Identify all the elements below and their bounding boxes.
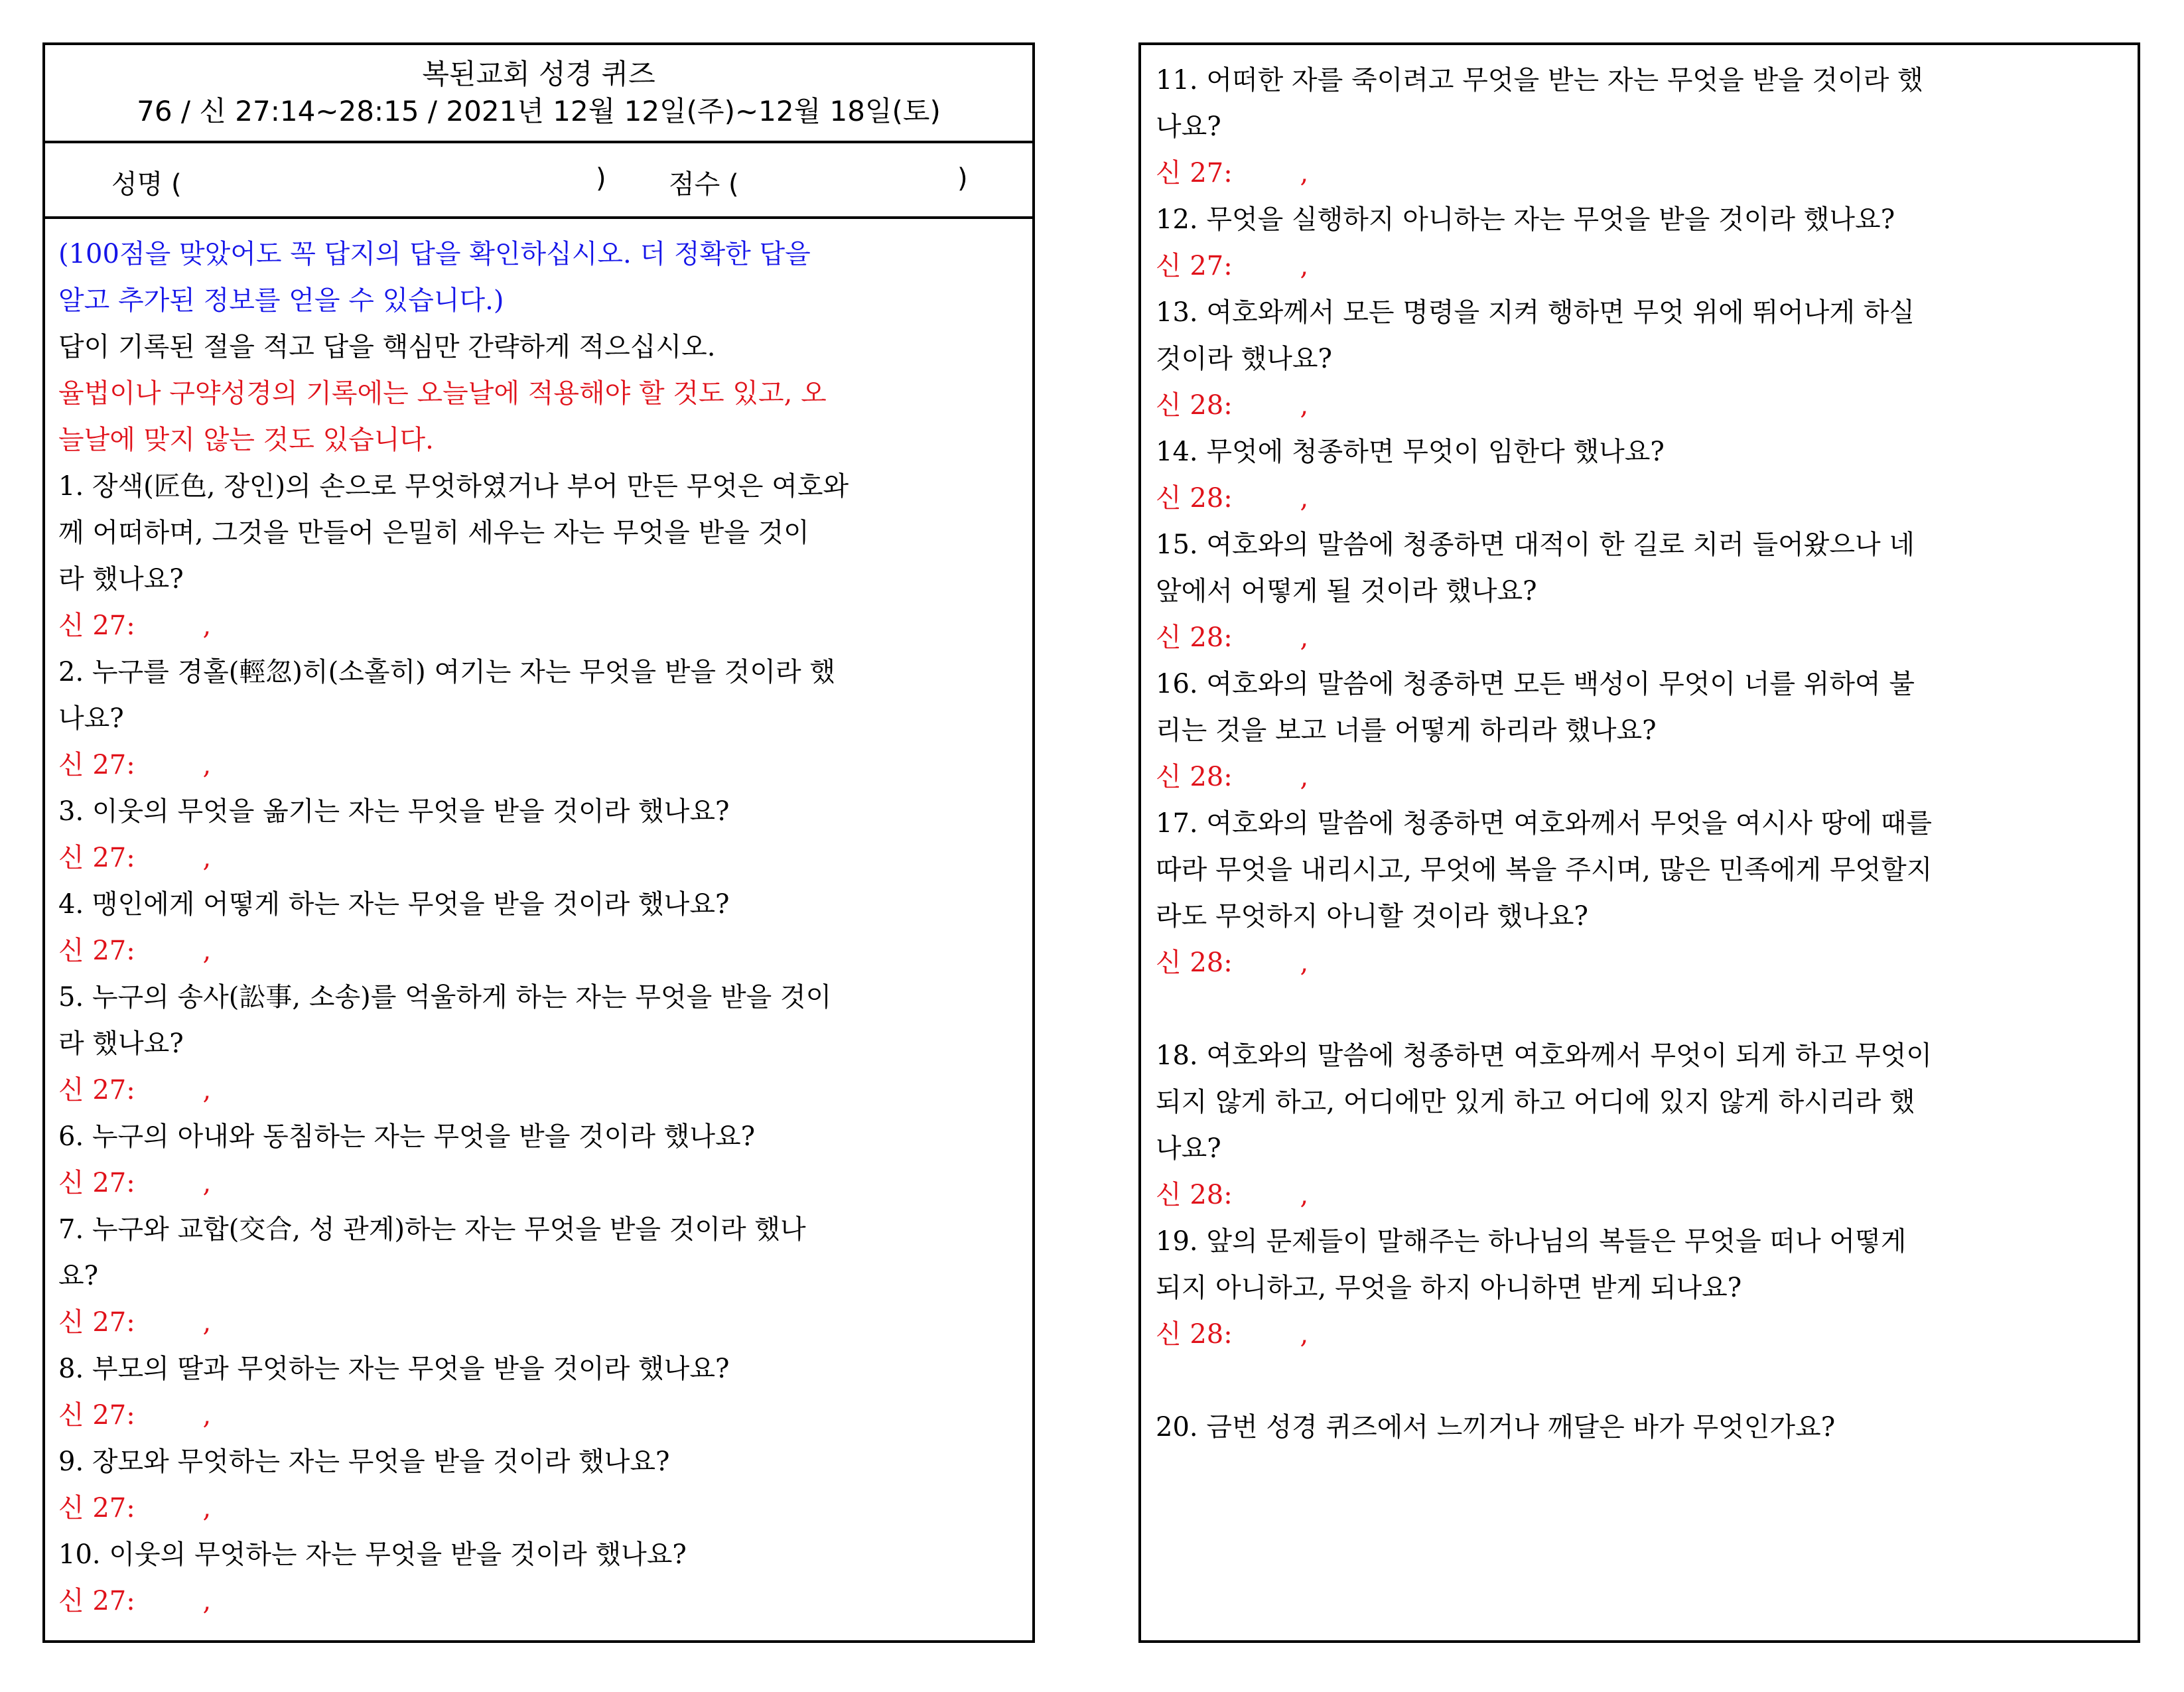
question-text: 앞에서 어떻게 될 것이라 했나요? xyxy=(1156,576,1537,606)
question-item xyxy=(58,881,1019,974)
question-text: 19. 앞의 문제들이 말해주는 하나님의 복들은 무엇을 떠나 어떻게 xyxy=(1156,1226,1907,1257)
right-body xyxy=(1141,45,2138,1450)
question-item xyxy=(1156,800,2123,986)
question-text: 16. 여호와의 말씀에 청종하면 모든 백성이 무엇이 너를 위하여 불 xyxy=(1156,669,1915,699)
answer-reference[interactable]: 신 27: , xyxy=(58,1075,212,1105)
question-item xyxy=(58,649,1019,788)
question-item xyxy=(1156,1032,2123,1218)
question-text: 나요? xyxy=(58,703,124,734)
question-text: 1. 장색(匠色, 장인)의 손으로 무엇하였거나 부어 만든 무엇은 여호와 xyxy=(58,471,849,502)
question-item xyxy=(58,1206,1019,1346)
question-text: 되지 않게 하고, 어디에만 있게 하고 어디에 있지 않게 하시리라 했 xyxy=(1156,1087,1915,1117)
answer-reference[interactable]: 신 27: , xyxy=(58,1400,212,1431)
answer-reference[interactable]: 신 28: , xyxy=(1156,1319,1309,1350)
answer-reference[interactable]: 신 27: , xyxy=(58,1168,212,1198)
question-text: 9. 장모와 무엇하는 자는 무엇을 받을 것이라 했나요? xyxy=(58,1446,670,1477)
answer-reference[interactable]: 신 28: , xyxy=(1156,390,1309,421)
question-text: 리는 것을 보고 너를 어떻게 하리라 했나요? xyxy=(1156,715,1657,746)
question-item xyxy=(1156,429,2123,522)
answer-reference[interactable]: 신 28: , xyxy=(1156,483,1309,514)
question-text: 나요? xyxy=(1156,1133,1221,1164)
question-item xyxy=(1156,289,2123,429)
answer-reference[interactable]: 신 27: , xyxy=(1156,158,1309,188)
quiz-header xyxy=(45,45,1032,143)
question-text: 5. 누구의 송사(訟事, 소송)를 억울하게 하는 자는 무엇을 받을 것이 xyxy=(58,982,832,1013)
score-label: 점수 ( xyxy=(669,169,739,200)
notice-red-line: 늘날에 맞지 않는 것도 있습니다. xyxy=(58,425,434,455)
answer-reference[interactable]: 신 27: , xyxy=(58,843,212,873)
question-item xyxy=(58,1346,1019,1439)
question-text: 4. 맹인에게 어떻게 하는 자는 무엇을 받을 것이라 했나요? xyxy=(58,889,730,920)
answer-reference[interactable]: 신 27: , xyxy=(58,1586,212,1616)
question-item xyxy=(58,463,1019,649)
spacer xyxy=(1156,1358,2123,1404)
spacer xyxy=(1156,986,2123,1032)
question-text: 것이라 했나요? xyxy=(1156,344,1332,374)
question-text: 3. 이웃의 무엇을 옮기는 자는 무엇을 받을 것이라 했나요? xyxy=(58,796,730,827)
question-text: 13. 여호와께서 모든 명령을 지켜 행하면 무엇 위에 뛰어나게 하실 xyxy=(1156,297,1915,328)
score-close: ) xyxy=(957,163,968,194)
right-quiz-panel xyxy=(1138,42,2140,1643)
notice-blue-line: (100점을 맞았어도 꼭 답지의 답을 확인하십시오. 더 정확한 답을 xyxy=(58,239,811,269)
question-text: 라 했나요? xyxy=(58,564,184,595)
question-item xyxy=(58,788,1019,881)
answer-reference[interactable]: 신 27: , xyxy=(58,1493,212,1523)
name-score-row xyxy=(45,143,1032,219)
question-text: 나요? xyxy=(1156,111,1221,142)
answer-reference[interactable]: 신 28: , xyxy=(1156,622,1309,653)
right-question-list xyxy=(1156,57,2123,1450)
question-item xyxy=(1156,661,2123,800)
question-text: 8. 부모의 딸과 무엇하는 자는 무엇을 받을 것이라 했나요? xyxy=(58,1354,730,1384)
notice-blue-line: 알고 추가된 정보를 얻을 수 있습니다.) xyxy=(58,285,504,316)
question-text: 따라 무엇을 내리시고, 무엇에 복을 주시며, 많은 민족에게 무엇할지 xyxy=(1156,855,1933,885)
answer-reference[interactable]: 신 28: , xyxy=(1156,948,1309,978)
question-text: 10. 이웃의 무엇하는 자는 무엇을 받을 것이라 했나요? xyxy=(58,1539,687,1570)
question-item xyxy=(1156,1404,2123,1450)
question-text: 라 했나요? xyxy=(58,1028,184,1059)
question-text: 20. 금번 성경 퀴즈에서 느끼거나 깨달은 바가 무엇인가요? xyxy=(1156,1412,1836,1443)
question-item xyxy=(1156,1218,2123,1358)
question-text: 되지 아니하고, 무엇을 하지 아니하면 받게 되나요? xyxy=(1156,1273,1742,1303)
question-text: 14. 무엇에 청종하면 무엇이 임한다 했나요? xyxy=(1156,437,1665,467)
question-text: 요? xyxy=(58,1261,99,1291)
left-question-list xyxy=(58,463,1019,1624)
question-item xyxy=(1156,522,2123,661)
question-text: 6. 누구의 아내와 동침하는 자는 무엇을 받을 것이라 했나요? xyxy=(58,1121,756,1152)
question-item xyxy=(58,1439,1019,1531)
question-text: 12. 무엇을 실행하지 아니하는 자는 무엇을 받을 것이라 했나요? xyxy=(1156,204,1895,235)
answer-reference[interactable]: 신 28: , xyxy=(1156,1180,1309,1210)
left-body xyxy=(45,219,1032,1624)
quiz-title: 복된교회 성경 퀴즈 xyxy=(422,58,655,90)
name-close: ) xyxy=(596,163,606,194)
question-item xyxy=(1156,57,2123,196)
notice-red-line: 율법이나 구약성경의 기록에는 오늘날에 적용해야 할 것도 있고, 오 xyxy=(58,378,827,409)
question-text: 15. 여호와의 말씀에 청종하면 대적이 한 길로 치러 들어왔으나 네 xyxy=(1156,529,1915,560)
left-quiz-panel xyxy=(42,42,1035,1643)
question-item xyxy=(58,974,1019,1113)
answer-reference[interactable]: 신 27: , xyxy=(58,610,212,641)
question-text: 11. 어떠한 자를 죽이려고 무엇을 받는 자는 무엇을 받을 것이라 했 xyxy=(1156,65,1923,96)
question-text: 17. 여호와의 말씀에 청종하면 여호와께서 무엇을 여시사 땅에 때를 xyxy=(1156,808,1932,839)
question-item xyxy=(1156,196,2123,289)
answer-reference[interactable]: 신 27: , xyxy=(58,750,212,780)
question-text: 2. 누구를 경홀(輕忽)히(소홀히) 여기는 자는 무엇을 받을 것이라 했 xyxy=(58,657,836,687)
name-label: 성명 ( xyxy=(111,169,182,200)
question-item xyxy=(58,1113,1019,1206)
answer-reference[interactable]: 신 27: , xyxy=(58,936,212,966)
answer-reference[interactable]: 신 28: , xyxy=(1156,762,1309,792)
question-text: 18. 여호와의 말씀에 청종하면 여호와께서 무엇이 되게 하고 무엇이 xyxy=(1156,1040,1932,1071)
question-text: 라도 무엇하지 아니할 것이라 했나요? xyxy=(1156,901,1588,932)
notice-instruction: 답이 기록된 절을 적고 답을 핵심만 간략하게 적으십시오. xyxy=(58,332,716,362)
answer-reference[interactable]: 신 27: , xyxy=(58,1307,212,1338)
question-text: 께 어떠하며, 그것을 만들어 은밀히 세우는 자는 무엇을 받을 것이 xyxy=(58,518,809,548)
question-text: 7. 누구와 교합(交合, 성 관계)하는 자는 무엇을 받을 것이라 했나 xyxy=(58,1214,806,1245)
answer-reference[interactable]: 신 27: , xyxy=(1156,251,1309,281)
quiz-subtitle: 76 / 신 27:14~28:15 / 2021년 12월 12일(주)~12월 18일(토) xyxy=(137,95,941,127)
question-item xyxy=(58,1531,1019,1624)
